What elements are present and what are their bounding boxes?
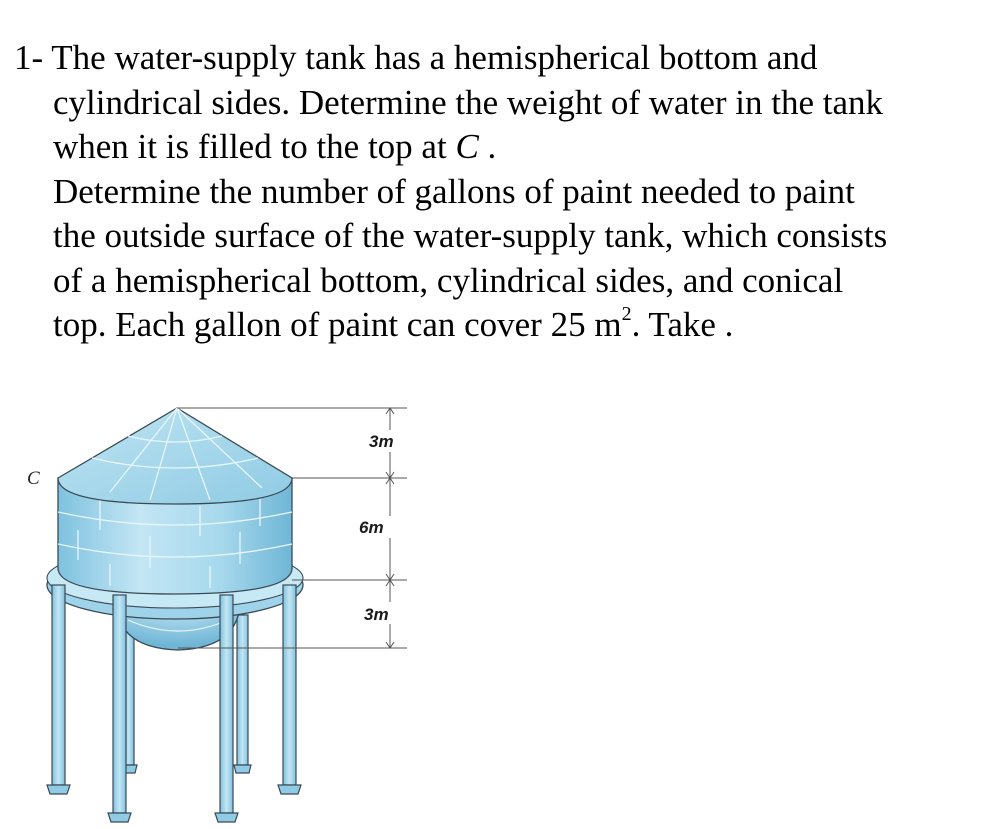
problem-text-line-2: cylindrical sides. Determine the weight of water in the tank xyxy=(53,82,884,122)
water-tank-drawing xyxy=(0,380,460,829)
tank-cone-top xyxy=(58,408,292,504)
squared-superscript: 2 xyxy=(621,303,632,326)
problem-line-3 xyxy=(14,125,999,170)
problem-text-line-3-end: . xyxy=(478,127,497,166)
problem-text-line-7: top. Each gallon of paint can cover 25 m xyxy=(53,305,622,344)
problem-text-line-1: The water-supply tank has a hemispherical bottom and xyxy=(51,38,818,77)
problem-line-1 xyxy=(14,36,999,81)
problem-statement xyxy=(14,36,999,348)
problem-line-7 xyxy=(14,303,999,348)
variable-c: C xyxy=(455,127,479,166)
water-tank-figure xyxy=(0,380,460,829)
dim-label-cone: 3m xyxy=(369,432,394,451)
point-c-label: C xyxy=(27,468,40,489)
dim-label-cylinder: 6m xyxy=(359,518,384,537)
problem-text-line-6: of a hemispherical bottom, cylindrical sides, and conical xyxy=(53,260,844,300)
problem-text-line-3: when it is filled to the top at xyxy=(53,127,447,166)
problem-text-line-7-end: . Take . xyxy=(631,305,734,344)
problem-text-line-4: Determine the number of gallons of paint needed to paint xyxy=(53,171,855,211)
problem-text-line-5: the outside surface of the water-supply tank, which consists xyxy=(53,216,888,255)
dim-label-hemisphere: 3m xyxy=(364,605,389,624)
problem-number: 1- xyxy=(14,38,44,77)
